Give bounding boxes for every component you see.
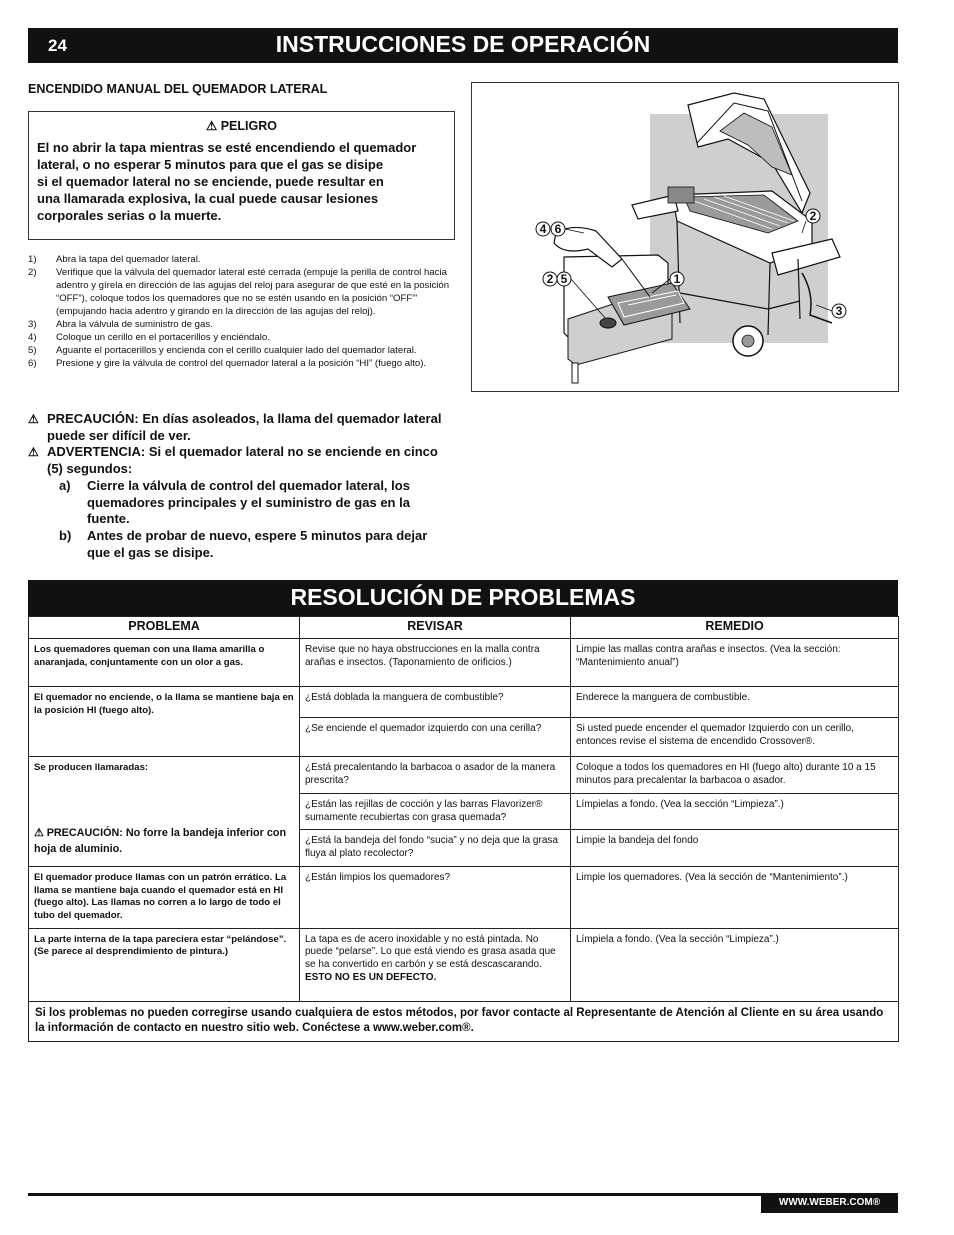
warning-triangle-icon: ⚠ [28,445,39,460]
problem-cell: La parte interna de la tapa pareciera estar “pelándose”. (Se parece al desprendimiento de pintura.) [29,928,300,1001]
remedy-cell: Límpielas a fondo. (Vea la sección “Limpieza”.) [571,794,899,830]
website-link[interactable]: WWW.WEBER.COM® [761,1193,898,1213]
callout-label: 5 [560,272,568,286]
check-cell: ¿Se enciende el quemador izquierdo con una cerilla? [300,718,571,757]
remedy-cell: Limpie la bandeja del fondo [571,830,899,866]
page-number: 24 [48,36,67,55]
callout-label: 3 [835,304,843,318]
troubleshooting-table [28,616,899,1042]
safety-notes [28,411,448,561]
check-cell: ¿Están las rejillas de cocción y las barras Flavorizer® sumamente recubiertas con grasa quemada? [300,794,571,830]
problem-cell: El quemador no enciende, o la llama se mantiene baja en la posición HI (fuego alto). [29,687,300,757]
troubleshooting-title: RESOLUCIÓN DE PROBLEMAS [290,584,636,610]
column-header: PROBLEMA [29,617,300,639]
danger-line: corporales serias o la muerte. [37,208,222,223]
troubleshooting-header [28,580,898,616]
column-header: REMEDIO [571,617,899,639]
callout-label: 2 [546,272,554,286]
column-header: REVISAR [300,617,571,639]
table-row [29,866,899,928]
step-item: 4) Coloque un cerillo en el portacerillos y enciéndalo. [28,332,270,343]
callout-label: 2 [809,209,817,223]
warning-note: ⚠ ADVERTENCIA: Si el quemador lateral no se enciende en cinco (5) segundos: [28,444,438,477]
table-row [29,639,899,687]
lighting-steps [28,253,458,370]
check-text: La tapa es de acero inoxidable y no está pintada. No puede “pelarse”. Lo que está viendo es grasa asada que se ha convertido en carbón y se está descascarando. [305,933,556,971]
step-item: 2) Verifique que la válvula del quemador lateral esté cerrada (empuje la perilla de control hacia adentro y gírela en dirección de las agujas del reloj para asegurar de que esté en la posición “OFF”), coloque todos los quemadores que no se estén usando en la posición “OFF”' (empujando hacia adentro y girando en la dirección de las agujas del reloj). [28,267,450,317]
table-row [29,928,899,1001]
problem-cell: Los quemadores queman con una llama amarilla o anaranjada, conjuntamente con un olor a gas. [29,639,300,687]
contact-note: Si los problemas no pueden corregirse usando cualquiera de estos métodos, por favor contacte al Representante de Atención al Cliente en su área usando la información de contacto en nuestro sitio web. Conéctese a www.weber.com®. [29,1001,899,1041]
check-cell: ¿Está la bandeja del fondo “sucia” y no deja que la grasa fluya al plato recolector? [300,830,571,866]
remedy-cell: Límpiela a fondo. (Vea la sección “Limpieza”.) [571,928,899,1001]
callout-label: 6 [554,222,562,236]
remedy-cell: Limpie los quemadores. (Vea la sección de “Mantenimiento”.) [571,866,899,928]
danger-line: si el quemador lateral no se enciende, puede resultar en [37,174,384,189]
step-item: 1) Abra la tapa del quemador lateral. [28,254,201,265]
danger-box [28,111,455,240]
problem-text: Se producen llamaradas: [34,762,149,773]
page-header [28,28,898,63]
warning-triangle-icon: ⚠ [28,412,39,426]
check-cell: ¿Está doblada la manguera de combustible? [300,687,571,718]
problem-warning: ⚠ PRECAUCIÓN: No forre la bandeja inferior con hoja de aluminio. [34,827,287,855]
warning-sub-item: b) Antes de probar de nuevo, espere 5 minutos para dejar que el gas se disipe. [59,527,428,560]
warning-sub-item: a) Cierre la válvula de control del quemador lateral, los quemadores principales y el suministro de gas en la fuente. [59,477,410,527]
step-item: 3) Abra la válvula de suministro de gas. [28,319,213,330]
danger-text [37,139,446,224]
danger-title: ⚠ PELIGRO [206,119,277,133]
section-heading: ENCENDIDO MANUAL DEL QUEMADOR LATERAL [28,82,328,96]
check-emphasis: ESTO NO ES UN DEFECTO. [305,971,437,983]
table-footer-row [29,1001,899,1041]
table-row [29,757,899,794]
table-row [29,687,899,718]
danger-line: lateral, o no esperar 5 minutos para que el gas se disipe [37,157,384,172]
table-header-row [29,617,899,639]
remedy-cell: Enderece la manguera de combustible. [571,687,899,718]
callout-label: 1 [673,272,681,286]
page-title: INSTRUCCIONES DE OPERACIÓN [275,31,651,57]
problem-cell: El quemador produce llamas con un patrón errático. La llama se mantiene baja cuando el quemador está en HI (fuego alto). Las llamas no corren a lo largo de todo el tubo del quemador. [29,866,300,928]
danger-line: El no abrir la tapa mientras se esté encendiendo el quemador [37,140,417,155]
grill-drawing [472,83,898,391]
caution-note: ⚠ PRECAUCIÓN: En días asoleados, la llama del quemador lateral puede ser difícil de ver. [28,411,442,443]
remedy-cell: Coloque a todos los quemadores en HI (fuego alto) durante 10 a 15 minutos para precalentar la barbacoa o asador. [571,757,899,794]
step-item: 6) Presione y gire la válvula de control del quemador lateral a la posición “HI” (fuego alto). [28,358,427,369]
step-item: 5) Aguante el portacerillos y encienda con el cerillo cualquier lado del quemador lateral. [28,345,417,356]
check-cell [300,928,571,1001]
check-cell: ¿Está precalentando la barbacoa o asador de la manera prescrita? [300,757,571,794]
check-cell: ¿Están limpios los quemadores? [300,866,571,928]
callout-label: 4 [539,222,547,236]
grill-illustration [471,82,899,392]
problem-cell [29,757,300,867]
remedy-cell: Limpie las mallas contra arañas e insectos. (Vea la sección: “Mantenimiento anual”) [571,639,899,687]
check-cell: Revise que no haya obstrucciones en la malla contra arañas e insectos. (Taponamiento de orificios.) [300,639,571,687]
remedy-cell: Si usted puede encender el quemador Izquierdo con un cerillo, entonces revise el sistema de encendido Crossover®. [571,718,899,757]
danger-line: una llamarada explosiva, la cual puede causar lesiones [37,191,379,206]
warning-triangle-icon: ⚠ [206,119,218,133]
warning-triangle-icon: ⚠ [34,827,44,839]
